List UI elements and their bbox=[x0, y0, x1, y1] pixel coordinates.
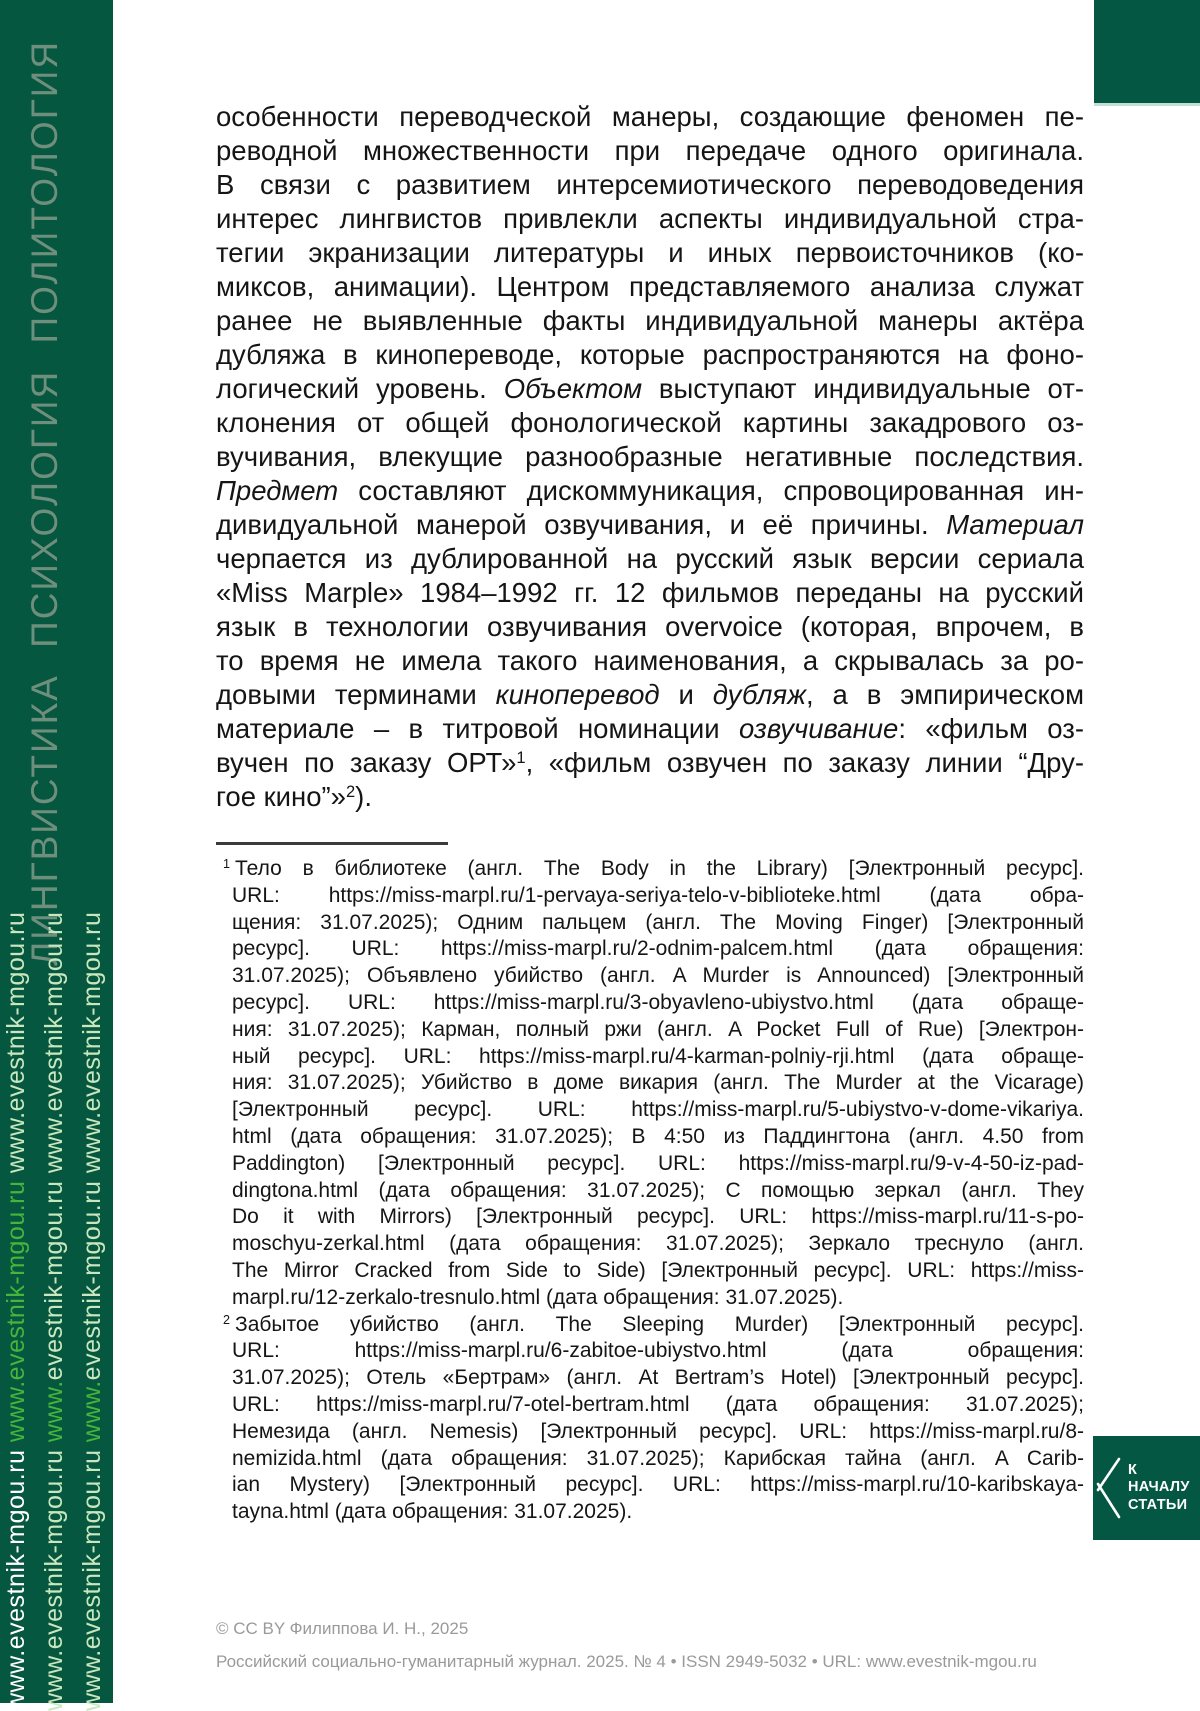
paragraph-line: гое кино”»$^2$). bbox=[216, 781, 372, 812]
paragraph-line: тегии экранизации литературы и иных первоисточников (ко- bbox=[216, 237, 1084, 268]
footnote-line: 31.07.2025); Объявлено убийство (англ. A Murder is Announced) [Электронный bbox=[232, 964, 1084, 988]
paragraph-line: язык в технологии озвучивания overvoice (которая, впрочем, в bbox=[216, 611, 1084, 642]
page-footer bbox=[216, 1620, 1037, 1670]
paragraph-line: черпается из дублированной на русский язык версии сериала bbox=[216, 543, 1084, 574]
copyright-line: © CC BY Филиппова И. Н., 2025 bbox=[216, 1619, 469, 1638]
footnote bbox=[216, 1312, 1084, 1526]
footnote-line: $^1$ Тело в библиотеке (англ. The Body in the Library) [Электронный ресурс]. bbox=[223, 857, 1084, 880]
paragraph-line: особенности переводческой манеры, создающие феномен пе- bbox=[216, 101, 1084, 132]
left-sidebar bbox=[0, 0, 113, 1711]
footnote-line: URL: https://miss-marpl.ru/6-zabitoe-ubiystvo.html (дата обращения: bbox=[232, 1339, 1084, 1363]
footnote-separator bbox=[216, 842, 448, 845]
sidebar-url-column-1: www.evestnik-mgou.ru www.evestnik-mgou.ru www.evestnik-mgou.ru bbox=[2, 911, 30, 1711]
paragraph-line: вучивания, влекущие разнообразные негативные последствия. bbox=[216, 441, 1084, 472]
paragraph-line: вучен по заказу ОРТ»$^1$, «фильм озвучен по заказу линии “Дру- bbox=[216, 747, 1085, 778]
sidebar-url-column-2: www.evestnik-mgou.ru www.evestnik-mgou.ru www.evestnik-mgou.ru bbox=[40, 911, 68, 1711]
footnote-line: dingtona.html (дата обращения: 31.07.2025); С помощью зеркал (англ. They bbox=[232, 1178, 1084, 1202]
paragraph-line: интерес лингвистов привлекли аспекты индивидуальной стра- bbox=[216, 203, 1084, 234]
article-content bbox=[216, 0, 1084, 1526]
footnote-line: щения: 31.07.2025); Одним пальцем (англ. The Moving Finger) [Электронный bbox=[232, 910, 1084, 934]
footnote-line: Немезида (англ. Nemesis) [Электронный ресурс]. URL: https://miss-marpl.ru/8- bbox=[232, 1419, 1084, 1443]
sidebar-rubrics-title: ЛИНГВИСТИКА ПСИХОЛОГИЯ ПОЛИТОЛОГИЯ bbox=[24, 39, 65, 966]
footnote-line: ния: 31.07.2025); Карман, полный ржи (англ. A Pocket Full of Rue) [Электрон- bbox=[232, 1017, 1084, 1041]
footnote-line: tayna.html (дата обращения: 31.07.2025). bbox=[232, 1500, 633, 1524]
chevron-left-icon bbox=[1093, 1455, 1121, 1521]
footnote-line: 31.07.2025); Отель «Бертрам» (англ. At Bertram’s Hotel) [Электронный ресурс]. bbox=[232, 1366, 1084, 1390]
footnote-marker: 2 bbox=[223, 1312, 231, 1327]
footnote-line: nemizida.html (дата обращения: 31.07.2025); Карибская тайна (англ. A Carib- bbox=[232, 1446, 1084, 1470]
journal-line: Российский социально-гуманитарный журнал. 2025. № 4 • ISSN 2949-5032 • URL: www.evestnik-mgou.ru bbox=[216, 1652, 1037, 1671]
footnote-line: html (дата обращения: 31.07.2025); В 4:50 из Паддингтона (англ. 4.50 from bbox=[232, 1124, 1084, 1148]
paragraph-line: довыми терминами киноперевод и дубляж, а в эмпирическом bbox=[216, 679, 1084, 710]
paragraph-line: дубляжа в кинопереводе, которые распространяются на фоно- bbox=[216, 339, 1084, 370]
footnote-line: ресурс]. URL: https://miss-marpl.ru/2-odnim-palcem.html (дата обращения: bbox=[232, 937, 1084, 961]
footnote-line: $^2$ Забытое убийство (англ. The Sleeping Murder) [Электронный ресурс]. bbox=[223, 1312, 1084, 1336]
footnote-line: moschyu-zerkal.html (дата обращения: 31.07.2025); Зеркало треснуло (англ. bbox=[232, 1232, 1084, 1256]
footnote-line: Paddington) [Электронный ресурс]. URL: https://miss-marpl.ru/9-v-4-50-iz-pad- bbox=[232, 1151, 1084, 1175]
footnote-line: [Электронный ресурс]. URL: https://miss-marpl.ru/5-ubiystvo-v-dome-vikariya. bbox=[232, 1098, 1084, 1122]
back-button-label-line1: К НАЧАЛУ bbox=[1128, 1462, 1190, 1496]
paragraph-line: миксов, анимации). Центром представляемого анализа служат bbox=[216, 271, 1084, 302]
paragraph-line: то время не имела такого наименования, а скрывалась за ро- bbox=[216, 645, 1084, 676]
back-button-label bbox=[1128, 1462, 1200, 1513]
footnote-line: ный ресурс]. URL: https://miss-marpl.ru/4-karman-polniy-rji.html (дата обраще- bbox=[232, 1044, 1084, 1068]
paragraph-line: «Miss Marple» 1984–1992 гг. 12 фильмов переданы на русский bbox=[216, 577, 1084, 608]
footnote-line: ian Mystery) [Электронный ресурс]. URL: https://miss-marpl.ru/10-karibskaya- bbox=[232, 1473, 1084, 1497]
footnote-line: marpl.ru/12-zerkalo-tresnulo.html (дата обращения: 31.07.2025). bbox=[232, 1285, 844, 1309]
footnote bbox=[216, 856, 1084, 1312]
paragraph-line: В связи с развитием интерсемиотического переводоведения bbox=[216, 169, 1084, 200]
footnote-line: URL: https://miss-marpl.ru/1-pervaya-seriya-telo-v-biblioteke.html (дата обра- bbox=[232, 883, 1084, 907]
paragraph-line: реводной множественности при передаче одного оригинала. bbox=[216, 135, 1084, 166]
paragraph-line: материале – в титровой номинации озвучивание: «фильм оз- bbox=[216, 713, 1085, 744]
footnote-line: URL: https://miss-marpl.ru/7-otel-bertram.html (дата обращения: 31.07.2025); bbox=[232, 1392, 1084, 1416]
paragraph-line: ранее не выявленные факты индивидуальной манеры актёра bbox=[216, 305, 1084, 336]
paragraph-line: логический уровень. Объектом выступают индивидуальные от- bbox=[216, 373, 1084, 404]
footnote-line: The Mirror Cracked from Side to Side) [Электронный ресурс]. URL: https://miss- bbox=[232, 1258, 1084, 1282]
footnote-line: ния: 31.07.2025); Убийство в доме викария (англ. The Murder at the Vicarage) bbox=[232, 1071, 1084, 1095]
paragraph-line: дивидуальной манерой озвучивания, и её причины. Материал bbox=[216, 509, 1084, 540]
back-to-article-start-button[interactable] bbox=[1093, 1436, 1200, 1540]
abstract-paragraph bbox=[216, 100, 1084, 814]
back-button-label-line2: СТАТЬИ bbox=[1128, 1496, 1188, 1513]
footnote-line: Do it with Mirrors) [Электронный ресурс]. URL: https://miss-marpl.ru/11-s-po- bbox=[232, 1205, 1084, 1229]
paragraph-line: Предмет составляют дискоммуникация, спровоцированная ин- bbox=[216, 475, 1084, 506]
top-right-green-tab bbox=[1094, 0, 1200, 106]
paragraph-line: клонения от общей фонологической картины закадрового оз- bbox=[216, 407, 1084, 438]
footnote-marker: 1 bbox=[223, 857, 231, 872]
sidebar-url-column-3: www.evestnik-mgou.ru www.evestnik-mgou.ru www.evestnik-mgou.ru bbox=[78, 911, 106, 1711]
footnotes bbox=[216, 856, 1084, 1526]
footnote-line: ресурс]. URL: https://miss-marpl.ru/3-obyavleno-ubiystvo.html (дата обраще- bbox=[232, 990, 1084, 1014]
